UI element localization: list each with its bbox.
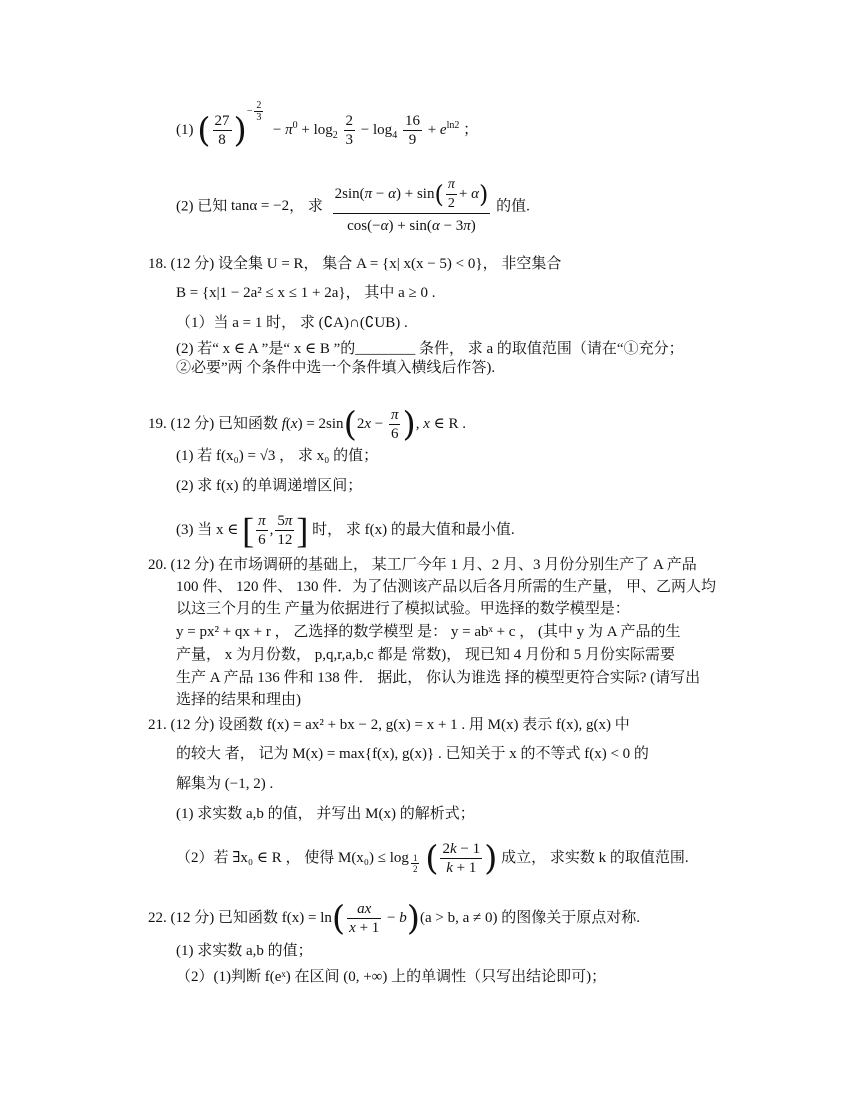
q17-part2: (2) 已知 tanα = −2， 求 2sin(π − α) + sin( $\frac{\pi}{2}$ + α) cos(−α) + sin(α − 3π) 的值. [176, 177, 530, 234]
q18-set-u: U = R [266, 256, 304, 272]
q19-head: 19. (12 分) 已知函数 f(x) = 2sin(2x − $\frac{\pi}{6}$ ), x ∈ R . [148, 404, 467, 445]
q20-line3: 以这三个月的生 产量为依据进行了模拟试验。甲选择的数学模型是： [176, 601, 630, 617]
q21-line3: 解集为 (−1, 2) . [176, 776, 274, 792]
q17-p2-suffix: 的值. [496, 198, 530, 215]
q17-p2-prefix: (2) 已知 [176, 198, 228, 215]
q19-part3-b: 时， 求 f(x) 的最大值和最小值. [312, 521, 515, 538]
q18-part1: （1）当 a = 1 时， 求 (∁A)∩(∁UB) . [176, 315, 408, 331]
q18-head-text: 18. (12 分) 设全集 [148, 256, 263, 272]
q18-head [148, 254, 561, 274]
q21-part2-a: （2）若 ∃x₀ ∈ R ， 使得 M(x₀) ≤ log [176, 849, 409, 866]
q22-part1: (1) 求实数 a,b 的值； [176, 943, 313, 959]
q17-p2-cond: tanα = −2 [231, 198, 290, 215]
q21-line1: 21. (12 分) 设函数 f(x) = ax² + bx − 2, g(x) = x + 1 . 用 M(x) 表示 f(x), g(x) 中 [148, 717, 630, 733]
q21-part1: (1) 求实数 a,b 的值， 并写出 M(x) 的解析式； [176, 806, 475, 822]
q18-mid2: ， 非空集合 [482, 256, 562, 272]
q22-part2: （2）(1)判断 f(eˣ) 在区间 (0, +∞) 上的单调性（只写出结论即可)； [176, 969, 607, 985]
q18-part2-line2: ②必要”两 个条件中选一个条件填入横线后作答). [176, 360, 496, 376]
q20-line1: 20. (12 分) 在市场调研的基础上， 某工厂今年 1 月、2 月、3 月份分别生产了 A 产品 [148, 557, 697, 573]
q19-part3-a: (3) 当 x ∈ [176, 521, 239, 538]
q17-p1-label: (1) [176, 121, 194, 138]
q17-p1-tail: ； [463, 121, 479, 138]
q18-part2-line1: (2) 若“ x ∈ A ”是“ x ∈ B ”的________ 条件， 求 a 的取值范围（请在“①充分； [176, 341, 684, 357]
q20-line6: 生产 A 产品 136 件和 138 件． 据此， 你认为谁选 择的模型更符合实际? (请写出 [176, 670, 701, 686]
q18-set-b-line [176, 283, 435, 303]
q19-part3: (3) 当 x ∈ [ $\frac{\pi}{6}$ , $\frac{5\pi}{12}$ ] 时， 求 f(x) 的最大值和最小值. [176, 510, 515, 551]
q19-part1: (1) 若 f(x₀) = √3 ， 求 x₀ 的值； [176, 448, 379, 464]
q19-part2: (2) 求 f(x) 的单调递增区间； [176, 478, 363, 494]
q17-part1: (1) ( $\frac{27}{8}$ )$^{- \frac{2}{3}}$ − $\pi^0 + \log_2$ $\frac{2}{3}$ − $\log_4$ $\frac{16}{9}$ + $e^{ln2}$ ； [176, 100, 479, 151]
q21-part2: （2）若 ∃x₀ ∈ R ， 使得 M(x₀) ≤ log $_{\frac{1}{2}}$ ( $\frac{2k - 1}{k + 1}$ ) 成立， 求实数 k 的取值范围. [176, 838, 689, 879]
q18-cond: ， 其中 a ≥ 0 . [345, 285, 436, 301]
q20-line4: y = px² + qx + r ， 乙选择的数学模型 是： y = abˣ + c ， (其中 y 为 A 产品的生 [176, 624, 681, 640]
q21-part2-b: 成立， 求实数 k 的取值范围. [501, 849, 689, 866]
q21-line2: 的较大 者， 记为 M(x) = max{f(x), g(x)} . 已知关于 x 的不等式 f(x) < 0 的 [176, 746, 649, 762]
q18-set-b: B = {x|1 − 2a² ≤ x ≤ 1 + 2a} [176, 285, 346, 301]
q20-line7: 选择的结果和理由) [176, 692, 301, 708]
q22-head: 22. (12 分) 已知函数 f(x) = ln( $\frac{ax}{x + 1}$ − b)(a > b, a ≠ 0) 的图像关于原点对称. [148, 898, 641, 939]
q18-set-a: A = {x| x(x − 5) < 0} [356, 256, 483, 272]
q18-mid1: ， 集合 [303, 256, 353, 272]
q22-cond: (a > b, a ≠ 0) 的图像关于原点对称. [420, 909, 641, 926]
q20-line2: 100 件、 120 件、 130 件．为了估测该产品以后各月所需的生产量， 甲、乙两人均 [176, 579, 717, 595]
q20-line5: 产量， x 为月份数， p,q,r,a,b,c 都是 常数)， 现已知 4 月份和 5 月份实际需要 [176, 647, 675, 663]
q22-fx: f(x) = ln [281, 909, 332, 926]
q19-head-text: 19. (12 分) 已知函数 [148, 415, 278, 432]
q17-p2-ask: ， 求 [289, 198, 323, 215]
q22-head-text: 22. (12 分) 已知函数 [148, 909, 278, 926]
